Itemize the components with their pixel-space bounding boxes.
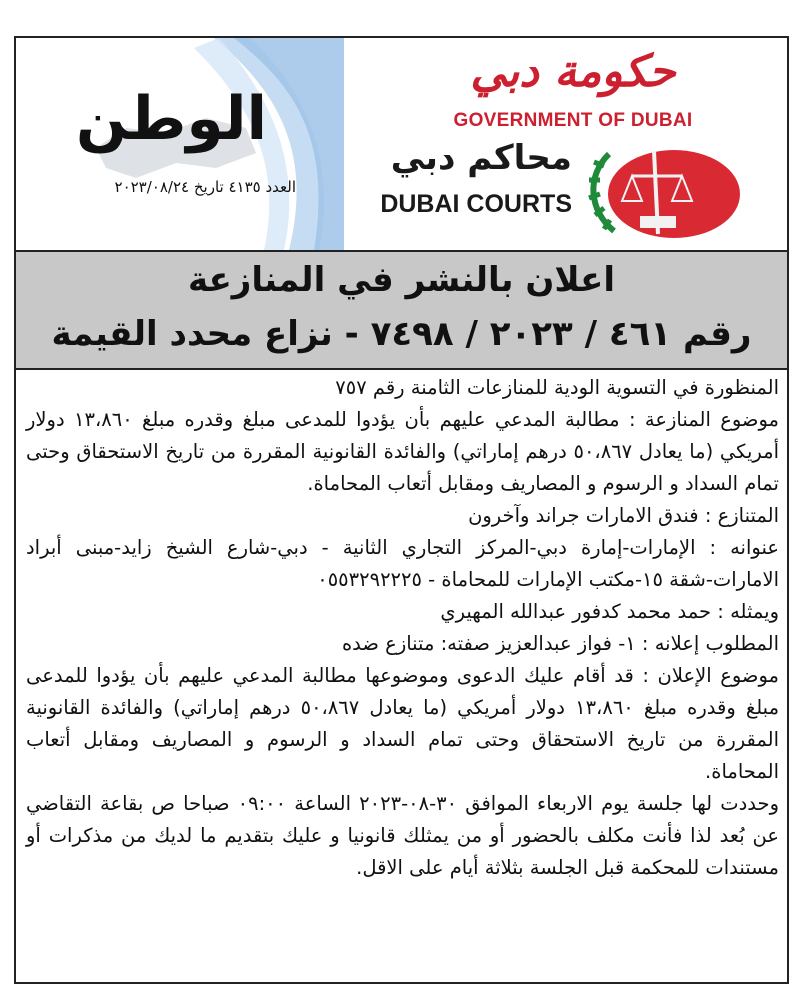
dispute-subject-paragraph: موضوع المنازعة : مطالبة المدعي عليهم بأن يؤدوا للمدعى مبلغ وقدره مبلغ ١٣،٨٦٠ دولار أمريكي (ما يعادل ٥٠،٨٦٧ درهم إماراتي) والفائدة القانونية المقررة من تاريخ الاستحقاق وحتى تمام السداد و الرسوم و المصاريف ومقابل أتعاب المحاماة.	[26, 408, 780, 495]
representative-paragraph: ويمثله : حمد محمد كدفور عبدالله المهيري	[440, 600, 779, 623]
issue-line: العدد ٤١٣٥ تاريخ ٢٠٢٣/٠٨/٢٤	[114, 178, 296, 196]
claimant-paragraph: المتنازع : فندق الامارات جراند وآخرون	[468, 504, 779, 527]
courts-name-arabic: محاكم دبي	[390, 138, 572, 178]
newspaper-title: الوطن	[75, 84, 268, 154]
notice-title: اعلان بالنشر في المنازعة	[187, 260, 616, 300]
dubai-courts-emblem-icon	[574, 136, 744, 246]
title-band	[16, 250, 787, 370]
notice-frame	[14, 36, 789, 984]
session-paragraph: المنظورة في التسوية الودية للمنازعات الثامنة رقم ٧٥٧	[335, 376, 779, 399]
case-number-title: رقم ٤٦١ / ٢٠٢٣ / ٧٤٩٨ - نزاع محدد القيمة	[51, 314, 752, 354]
courts-name-english: DUBAI COURTS	[380, 190, 572, 218]
address-paragraph: عنوانه : الإمارات-إمارة دبي-المركز التجاري الثانية - دبي-شارع الشيخ زايد-مبنى أبراد الامارات-شقة ١٥-مكتب الإمارات للمحاماة - ٠٥٥٣٢٩٢٢٢٥	[26, 536, 779, 591]
hearing-paragraph: وحددت لها جلسة يوم الاربعاء الموافق ٣٠-٠٨-٢٠٢٣ الساعة ٠٩:٠٠ صباحا ص بقاعة التقاضي عن بُعد لذا فأنت مكلف بالحضور أو من يمثلك قانونيا و عليك بتقديم ما لديك من مذكرات أو مستندات للمحكمة قبل الجلسة بثلاثة أيام على الاقل.	[26, 792, 780, 879]
header	[16, 38, 787, 250]
government-logo-arabic: حكومة دبي	[470, 46, 676, 97]
respondent-paragraph: المطلوب إعلانه : ١- فواز عبدالعزيز صفته: متنازع ضده	[341, 632, 779, 655]
government-logo-english: GOVERNMENT OF DUBAI	[453, 110, 693, 131]
notice-subject-paragraph: موضوع الإعلان : قد أقام عليك الدعوى وموضوعها مطالبة المدعي عليهم بأن يؤدوا للمدعى مبلغ وقدره مبلغ ١٣،٨٦٠ دولار أمريكي (ما يعادل ٥٠،٨٦٧ درهم إماراتي) والفائدة القانونية المقررة من تاريخ الاستحقاق وحتى تمام السداد و الرسوم و المصاريف ومقابل أتعاب المحاماة.	[26, 664, 780, 783]
notice-body	[26, 372, 779, 884]
